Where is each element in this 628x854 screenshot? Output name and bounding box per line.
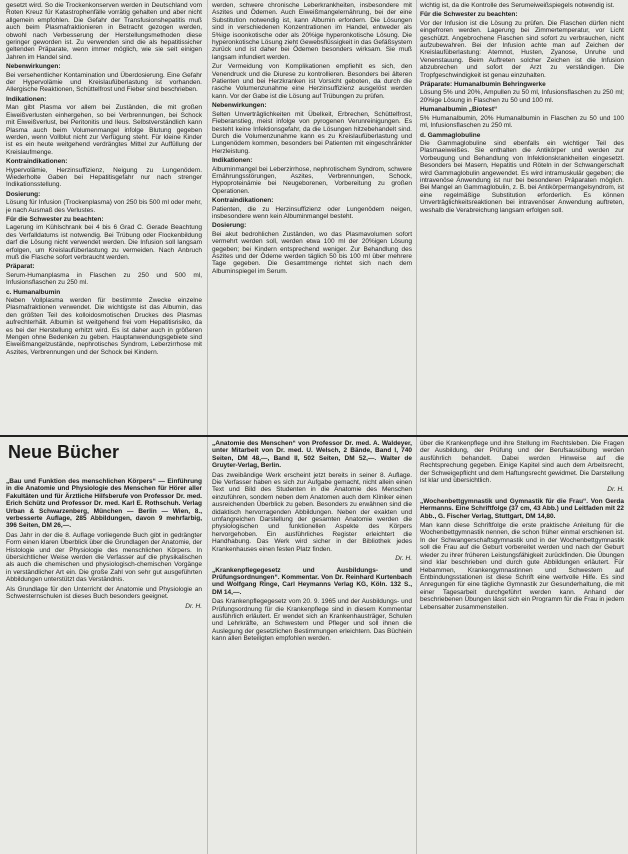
article-column-3 [420, 2, 624, 434]
paragraph: gesetzt wird. So die Trockenkonserven werden in Deutschland vom Roten Kreuz für Katastrophenfälle vorrätig gehalten und aber nicht allgemein empfohlen. Die Gefahr der Transfusionshepatitis muß auch beim Plasmafraktionieren in Betracht gezogen werden, obwohl nach Verbesserung der Herstellungsmethoden diese geringer geworden ist. Zu verwenden sind die als hepatitissicher geltenden Präparate, wenn immer möglich, wie sie seit einigen Jahren im Handel sind. [6, 2, 202, 61]
column-divider [207, 0, 208, 854]
paragraph: wichtig ist, da die Kontrolle des Serumeiweißspiegels notwendig ist. [420, 2, 615, 9]
subheading: Für die Schwester zu beachten: [420, 11, 518, 19]
subheading: Kontraindikationen: [6, 158, 68, 166]
paragraph: Als Grundlage für den Unterricht der Anatomie und Physiologie an Schwesternschulen ist dieses Buch besonders geeignet. [6, 585, 202, 601]
paragraph: Zur Vermeidung von Komplikationen empfiehlt es sich, den Venendruck und die Diurese zu kontrollieren. Besonders bei älteren Patienten und bei Herzkranken ist Vorsicht geboten, da durch die rasche Volumenzunahme eine Herzinsuffizienz ausgelöst werden kann. Vor der Gabe ist die Lösung auf Trübungen zu prüfen. [212, 63, 412, 100]
subheading: Für die Schwester zu beachten: [6, 215, 104, 223]
subheading: Dosierung: [6, 190, 41, 198]
review-column-1 [6, 478, 202, 850]
section-title: Neue Bücher [8, 442, 120, 462]
book-citation: „Anatomie des Menschen“ von Professor Dr. med. A. Waldeyer, unter Mitarbeit von Dr. med. U. Welsch, 2 Bände, Band I, 740 Seiten, DM 48,—, Band II, 502 Seiten, DM 52,—. Walter de Gruyter-Verlag, Berlin. [212, 440, 412, 470]
subheading: Humanalbumin „Biotest“ [420, 106, 498, 114]
paragraph: werden, schwere chronische Leberkrankheiten, insbesondere mit Aszites und Ödemen. Auch Eiweißmangelernährung, bei der eine Substitution notwendig ist, kann Albumin erfordern. Die Lösungen sind in verschiedenen Konzentrationen im Handel, entweder als 5%ige isoonkotische oder als 20%ige hyperonkotische Lösung. Die hyperonkotische Lösung zieht Gewebsflüssigkeit in das Gefäßsystem zurück und ist daher bei Ödemen besonders wirksam. Sie muß langsam infundiert werden. [212, 2, 412, 61]
subheading: Indikationen: [6, 95, 47, 103]
paragraph: Hypervolämie, Herzinsuffizienz, Neigung zu Lungenödem. Wiederholte Gaben bei Hepatitisgefahr nur nach strenger Indikationsstellung. [6, 166, 202, 189]
paragraph: Serum-Humanplasma in Flaschen zu 250 und 500 ml, Infusionsflaschen zu 250 ml. [6, 271, 202, 287]
review-column-3 [420, 440, 624, 850]
subheading: Kontraindikationen: [212, 197, 274, 205]
book-citation: „Bau und Funktion des menschlichen Körpers“ — Einführung in die Anatomie und Physiologie des Menschen für Hörer aller Fakultäten und für Ärztliche Hilfsberufe von Professor Dr. med. Erich Schütz und Professor Dr. med. Karl E. Rothschuh. Verlag Urban & Schwarzenberg, München — Berlin — Wien, 8., verbesserte Auflage, 285 Abbildungen, davon 9 mehrfarbig, 396 Seiten, DM 26,—. [6, 478, 202, 530]
paragraph: Man gibt Plasma vor allem bei Zuständen, die mit großen Eiweißverlusten einhergehen, so bei Verbrennungen, bei Schock mit Eiweißverlust, bei Peritonitis und Ileus. Selbstverständlich kann Plasma auch beim Volumenmangel infolge Blutung gegeben werden, wenn Vollblut nicht zur Verfügung steht. Für kleine Kinder ist es ein heute weitgehend verdrängtes Mittel zur Auffüllung der Kreislaufmenge. [6, 104, 202, 156]
subheading: Indikationen: [212, 157, 253, 165]
column-divider [416, 0, 417, 854]
paragraph: Bei versehentlicher Kontamination und Überdosierung. Eine Gefahr der Hypervolämie und Kreislaufüberlastung ist vorhanden. Allergische Reaktionen, Schüttelfrost und Fieber sind beschrieben. [6, 71, 202, 94]
paragraph: Lösung 5% und 20%, Ampullen zu 50 ml, Infusionsflaschen zu 250 ml; 20%ige Lösung in Flaschen zu 50 und 100 ml. [420, 89, 624, 104]
reviewer-signature: Dr. H. [185, 602, 202, 610]
reviewer-signature: Dr. H. [395, 555, 412, 563]
paragraph: Lagerung im Kühlschrank bei 4 bis 6 Grad C. Gerade Beachtung des Verfalldatums ist notwendig. Bei Trübung oder Flockenbildung darf die Lösung nicht verwendet werden. Die Infusion soll langsam erfolgen, um Kreislaufüberlastung zu vermeiden. Nach Anbruch muß die Flasche sofort verbraucht werden. [6, 224, 202, 261]
paragraph: Das zweibändige Werk erscheint jetzt bereits in seiner 8. Auflage. Die Verfasser haben es sich zur Aufgabe gemacht, nicht allein einen Text und Bild des Studenten in die Anatomie des Menschen einzuführen, sondern neben dem Anatomen auch dem Kliniker einen ausreichenden Überblick zu geben. Besonders zu erwähnen sind die didaktisch hervorragenden Abbildungen. Neben der exakten und umfangreichen Darstellung der gesamten Anatomie werden die physiologischen und funktionellen Aspekte des Körpers hervorgehoben. Ein ausführliches Register erleichtert die Handhabung. Das Werk wird sicher in der Bibliothek jedes Krankenhauses einen festen Platz finden. [212, 471, 412, 553]
paragraph: Lösung für Infusion (Trockenplasma) von 250 bis 500 ml oder mehr, je nach Ausmaß des Verlustes. [6, 199, 202, 214]
book-citation: „Krankenpflegegesetz und Ausbildungs- und Prüfungsordnungen“. Kommentar. Von Dr. Reinhard Kurtenbach und Wolfgang Ringe, Carl Heymanns Verlag KG, Köln. 132 S., DM 14,—. [212, 566, 412, 596]
subheading: Dosierung: [212, 222, 247, 230]
paragraph: Man kann diese Schriftfolge die erste praktische Anleitung für die Wochenbettgymnastik nennen, die schon früher einmal erschienen ist. In der Schwangerschaftsgymnastik und in der Wochenbettgymnastik soll die Frau auf die Geburt vorbereitet werden und nach der Geburt wieder zu ihrer früheren Leistungsfähigkeit zurückfinden. Die Übungen sind klar beschrieben und durch gute Abbildungen erläutert. Für Hebammen, Krankengymnastinnen und Schwestern auf Entbindungsstationen ist diese Schrift eine wertvolle Hilfe. Es sind Anregungen für eine tägliche Gymnastik zur Gesunderhaltung, die mit einer Tagesarbeit durchgeführt werden kann. Anhand der beschriebenen Übungen lässt sich ein Programm für die Frau in jedem Lebensalter zusammenstellen. [420, 522, 624, 611]
paragraph: Albuminmangel bei Leberzirrhose, nephrotischem Syndrom, schwere Ernährungsstörungen, Aszites, Verbrennungen, Schock, Hypoproteinämie bei Neugeborenen, Vorbereitung zu großen Operationen. [212, 165, 412, 195]
paragraph: Die Gammaglobuline sind ebenfalls ein wichtiger Teil des Plasmaeiweißes. Sie enthalten die Antikörper und werden zur Vorbeugung und Behandlung von Infektionskrankheiten eingesetzt. Besonders bei Masern, Hepatitis und Röteln in der Schwangerschaft wird Gammaglobulin angewendet. Es wird intramuskulär gegeben; die intravenöse Anwendung ist nur bei besonderen Präparaten möglich. Bei Mangel an Gammaglobulin, z. B. bei Antikörpermangelsyndrom, ist eine regelmäßige Substitution erforderlich. Es können Unverträglichkeitsreaktionen bei intravenöser Anwendung auftreten, weshalb die Verabreichung langsam erfolgen soll. [420, 139, 624, 214]
paragraph: Vor der Infusion ist die Lösung zu prüfen. Die Flaschen dürfen nicht eingefroren werden. Lagerung bei Zimmertemperatur, vor Licht geschützt. Angebrochene Flaschen sind sofort zu verbrauchen, nicht aufzubewahren. Bei der Infusion achte man auf Zeichen der Kreislaufüberlastung: Atemnot, Husten, Zyanose, Unruhe und Venenstauung. Beim Auftreten solcher Zeichen ist die Infusion abzubrechen und sofort der Arzt zu verständigen. Die Tropfgeschwindigkeit ist genau einzuhalten. [420, 19, 624, 79]
subheading: d. Gammaglobuline [420, 131, 481, 139]
article-column-2 [212, 2, 412, 434]
review-column-2 [212, 440, 412, 850]
subheading: Nebenwirkungen: [6, 63, 61, 71]
paragraph: Das Jahr in der die 8. Auflage vorliegende Buch gibt in gedrängter Form einen klaren Überblick über die Grundlagen der Anatomie, der Histologie und der Physiologie des menschlichen Körpers. In übersichtlicher Weise werden die Verfasser auf die physikalischen als auch die chemischen und physiologisch-chemischen Vorgänge in verständlicher Art ein. Die große Zahl von sehr gut ausgeführten Abbildungen unterstützt das Verständnis. [6, 531, 202, 584]
paragraph: 5% Humanalbumin, 20% Humanalbumin in Flaschen zu 50 und 100 ml, Infusionsflaschen zu 250 ml. [420, 114, 624, 130]
subheading: Nebenwirkungen: [212, 102, 267, 110]
paragraph: Selten Unverträglichkeiten mit Übelkeit, Erbrechen, Schüttelfrost, Fieberanstieg, meist infolge von pyrogenen Verunreinigungen. Es besteht keine Infektionsgefahr, da die Lösungen hitzebehandelt sind. Durch die Volumenzunahme kann es zu Kreislaufüberlastung und Lungenödem kommen, besonders bei Patienten mit eingeschränkter Herzleistung. [212, 110, 412, 155]
section-divider [0, 435, 628, 437]
paragraph: über die Krankenpflege und ihre Stellung im Rechtsleben. Die Fragen der Ausbildung, der Prüfung und der Berufsausübung werden ausführlich behandelt. Dabei werden Hinweise auf die Rechtsprechung gegeben. Einige Kapitel sind auch dem Arbeitsrecht, der Schweigepflicht und dem Haftungsrecht gewidmet. Die Darstellung ist klar und übersichtlich. [420, 440, 624, 485]
reviewer-signature: Dr. H. [607, 486, 624, 494]
article-column-1 [6, 2, 202, 434]
subheading: Präparat: [6, 263, 35, 271]
paragraph: Neben Vollplasma werden für bestimmte Zwecke einzelne Plasmafraktionen verwendet. Die wichtigste ist das Albumin, das den größten Teil des kolloidosmotischen Druckes des Plasmas aufrechterhält. Albumin ist weitgehend frei vom Hepatitisrisiko, da es bei der Herstellung erhitzt wird. Es ist daher auch in größeren Mengen ohne Bedenken zu geben. Hauptanwendungsgebiete sind Eiweißmangelzustände, nephrotisches Syndrom, Leberzirrhose mit Aszites, Verbrennungen und der Schock bei Kindern. [6, 297, 202, 356]
book-citation: „Wochenbettgymnastik und Gymnastik für die Frau“. Von Gerda Hermanns. Eine Schriftfolge (37 cm, 43 Abb.) und Leitfaden mit 22 Abb., G. Fischer Verlag, Stuttgart, DM 14,80. [420, 497, 624, 520]
subheading: Präparate: Humanalbumin Behringwerke [420, 81, 546, 89]
subheading: c. Humanalbumin [6, 288, 61, 296]
paragraph: Das Krankenpflegegesetz vom 20. 9. 1965 und der Ausbildungs- und Prüfungsordnung für die Krankenpflege sind in diesem Kommentar ausführlich erläutert. Er wendet sich an Krankenhausträger, Schulen und Lehrkräfte, an Schwestern und Pfleger und soll ihnen die Auslegung der gesetzlichen Bestimmungen erleichtern. Das Büchlein kann allen Beteiligten empfohlen werden. [212, 598, 412, 643]
paragraph: Patienten, die zu Herzinsuffizienz oder Lungenödem neigen, insbesondere wenn kein Albuminmangel besteht. [212, 205, 412, 220]
paragraph: Bei akut bedrohlichen Zuständen, wo das Plasmavolumen sofort vermehrt werden soll, werden etwa 100 ml der 20%igen Lösung gegeben; bei Kindern entsprechend weniger. Zur Behandlung des Aszites und der Ödeme werden täglich 50 bis 100 ml über mehrere Tage gegeben. Die Gesamtmenge richtet sich nach dem Albuminspiegel im Serum. [212, 230, 412, 275]
